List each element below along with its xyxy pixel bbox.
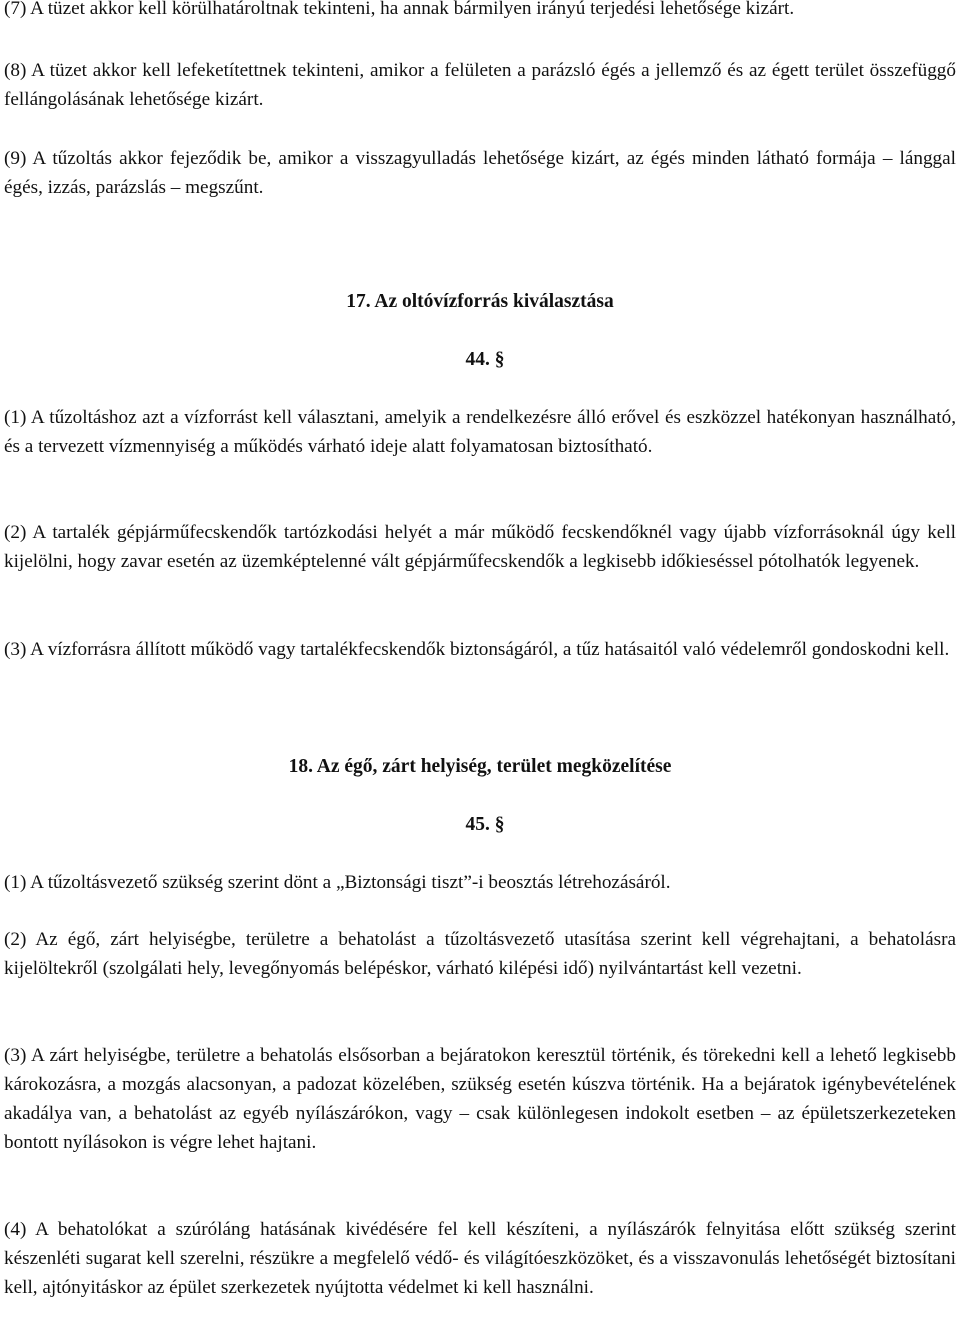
paragraph-7: (7) A tüzet akkor kell körülhatároltnak tekinteni, ha annak bármilyen irányú terjedési lehetősége kizárt. <box>4 0 795 19</box>
article-45-heading: 45. § <box>465 814 505 835</box>
paragraph-45-1: (1) A tűzoltásvezető szükség szerint dönt a „Biztonsági tiszt”-i beosztás létrehozásáról. <box>4 872 671 893</box>
paragraph-44-1: (1) A tűzoltáshoz azt a vízforrást kell választani, amelyik a rendelkezésre álló erővel és eszközzel hatékonyan használható, és a tervezett vízmennyiség a működés várható ideje alatt folyamatosan biztosítható. <box>4 407 956 457</box>
article-44-heading: 44. § <box>465 349 505 370</box>
paragraph-45-4: (4) A behatolókat a szúróláng hatásának kivédésére fel kell készíteni, a nyílászárók felnyitása előtt szükség szerint készenléti sugarat kell szerelni, részükre a megfelelő védő- és világítóeszközöket, és a visszavonulás lehetőségét biztosítani kell, ajtónyitáskor az épület szerkezetek nyújtotta védelmet ki kell használni. <box>4 1219 956 1298</box>
paragraph-45-2: (2) Az égő, zárt helyiségbe, területre a behatolást a tűzoltásvezető utasítása szerint kell végrehajtani, a behatolásra kijelöltekről (szolgálati hely, levegőnyomás belépéskor, várható kilépési idő) nyilvántartást kell vezetni. <box>4 929 956 979</box>
paragraph-45-3: (3) A zárt helyiségbe, területre a behatolás elsősorban a bejáratokon keresztül történik, és törekedni kell a lehető legkisebb károkozásra, a mozgás alacsonyan, a padozat közelében, szükség esetén kúszva történik. Ha a bejáratok igénybevételének akadálya van, a behatolást az egyéb nyílászárókon, vagy – csak különlegesen indokolt esetben – az épületszerkezeteken bontott nyílásokon is végre lehet hajtani. <box>4 1045 956 1153</box>
paragraph-44-2: (2) A tartalék gépjárműfecskendők tartózkodási helyét a már működő fecskendőknél vagy újabb vízforrásoknál úgy kell kijelölni, hogy zavar esetén az üzemképtelenné vált gépjárműfecskendők a legkisebb időkieséssel pótolhatók legyenek. <box>4 522 956 572</box>
section-17-heading: 17. Az oltóvízforrás kiválasztása <box>346 291 614 312</box>
paragraph-44-3: (3) A vízforrásra állított működő vagy tartalékfecskendők biztonságáról, a tűz hatásaitól való védelemről gondoskodni kell. <box>4 639 950 660</box>
paragraph-8: (8) A tüzet akkor kell lefeketítettnek tekinteni, amikor a felületen a parázsló égés a jellemző és az égett terület összefüggő fellángolásának lehetősége kizárt. <box>4 60 956 110</box>
section-18-heading: 18. Az égő, zárt helyiség, terület megközelítése <box>288 756 672 777</box>
paragraph-9: (9) A tűzoltás akkor fejeződik be, amikor a visszagyulladás lehetősége kizárt, az égés minden látható formája – lánggal égés, izzás, parázslás – megszűnt. <box>4 148 956 198</box>
